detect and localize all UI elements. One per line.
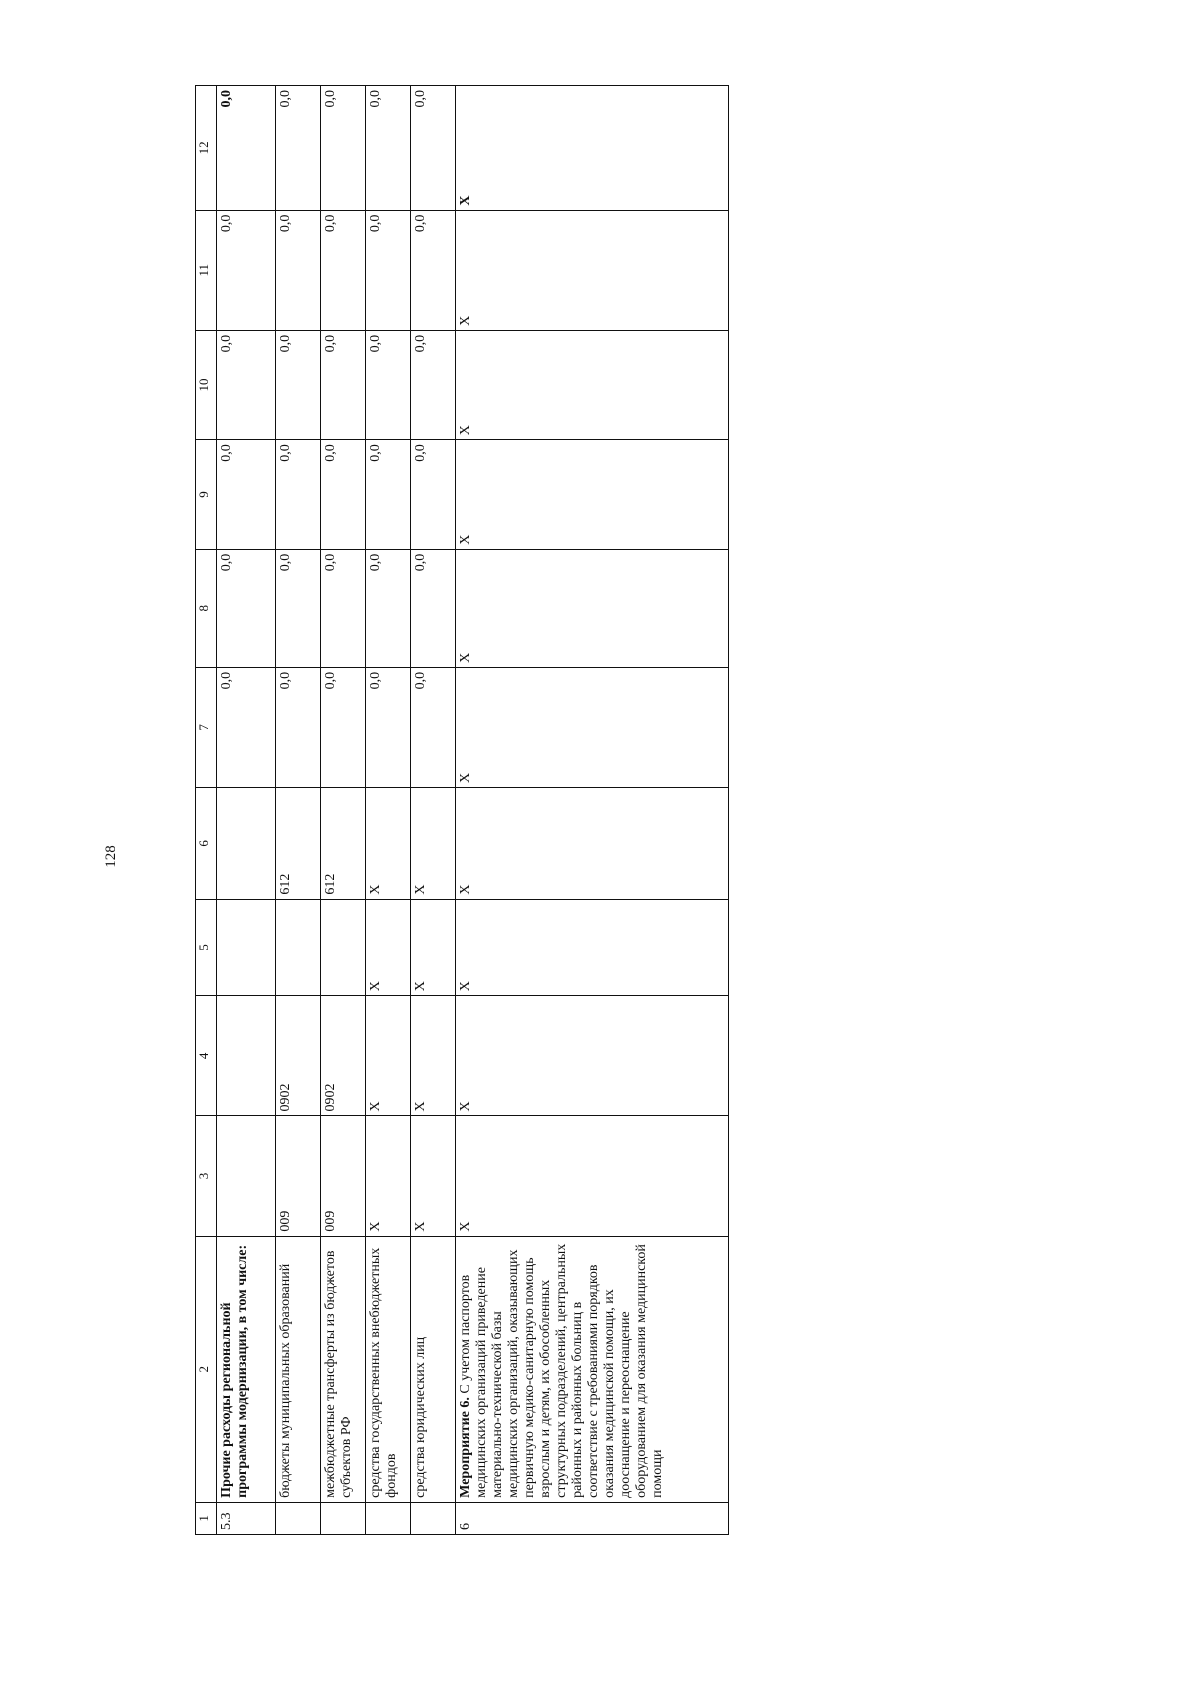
cell-c5: X — [456, 899, 729, 996]
cell-c9: 0,0 — [276, 440, 321, 549]
cell-c6 — [217, 788, 276, 900]
cell-c6: 612 — [276, 788, 321, 900]
cell-c9: 0,0 — [217, 440, 276, 549]
cell-c4 — [217, 996, 276, 1116]
cell-c11: 0,0 — [276, 210, 321, 330]
header-cell: 10 — [196, 330, 217, 439]
cell-c12: 0,0 — [366, 86, 411, 211]
header-cell: 1 — [196, 1502, 217, 1534]
cell-c8: 0,0 — [411, 549, 456, 667]
header-cell: 6 — [196, 788, 217, 900]
header-cell: 11 — [196, 210, 217, 330]
cell-c6: 612 — [321, 788, 366, 900]
cell-c7: 0,0 — [366, 667, 411, 787]
header-row — [196, 86, 217, 1535]
cell-c5: X — [411, 899, 456, 996]
cell-c3 — [217, 1116, 276, 1236]
cell-c6: X — [411, 788, 456, 900]
table-row — [456, 86, 729, 1535]
cell-c4: X — [366, 996, 411, 1116]
page-number: 128 — [102, 844, 119, 868]
cell-c12: X — [456, 86, 729, 211]
cell-c10: 0,0 — [217, 330, 276, 439]
row-name: бюджеты муниципальных образований — [276, 1236, 321, 1502]
cell-c12: 0,0 — [411, 86, 456, 211]
row-number: 5.3 — [217, 1502, 276, 1534]
row-number — [321, 1502, 366, 1534]
cell-c9: 0,0 — [366, 440, 411, 549]
cell-c3: X — [456, 1116, 729, 1236]
cell-c5 — [276, 899, 321, 996]
cell-c11: 0,0 — [366, 210, 411, 330]
cell-c10: 0,0 — [411, 330, 456, 439]
row-name: Прочие расходы региональной программы модернизации, в том числе: — [217, 1236, 276, 1502]
table-row — [276, 86, 321, 1535]
header-cell: 5 — [196, 899, 217, 996]
table-row — [366, 86, 411, 1535]
rotated-table-wrapper — [195, 85, 905, 1535]
cell-c7: X — [456, 667, 729, 787]
cell-c4: 0902 — [276, 996, 321, 1116]
cell-c5 — [321, 899, 366, 996]
event-title: Мероприятие 6. — [458, 1397, 473, 1498]
cell-c8: 0,0 — [217, 549, 276, 667]
row-name: средства государственных внебюджетных фондов — [366, 1236, 411, 1502]
table-row — [217, 86, 276, 1535]
cell-c10: 0,0 — [276, 330, 321, 439]
budget-table — [195, 85, 729, 1535]
cell-c11: X — [456, 210, 729, 330]
cell-c11: 0,0 — [321, 210, 366, 330]
cell-c8: X — [456, 549, 729, 667]
cell-c12: 0,0 — [321, 86, 366, 211]
cell-c9: X — [456, 440, 729, 549]
header-cell: 3 — [196, 1116, 217, 1236]
row-number: 6 — [456, 1502, 729, 1534]
cell-c10: 0,0 — [366, 330, 411, 439]
table-row — [321, 86, 366, 1535]
header-cell: 7 — [196, 667, 217, 787]
cell-c9: 0,0 — [321, 440, 366, 549]
cell-c3: 009 — [321, 1116, 366, 1236]
cell-c4: X — [456, 996, 729, 1116]
header-cell: 9 — [196, 440, 217, 549]
cell-c5 — [217, 899, 276, 996]
table-row — [411, 86, 456, 1535]
header-cell: 12 — [196, 86, 217, 211]
row-number — [366, 1502, 411, 1534]
cell-c4: X — [411, 996, 456, 1116]
cell-c12: 0,0 — [217, 86, 276, 211]
cell-c12: 0,0 — [276, 86, 321, 211]
cell-c3: X — [366, 1116, 411, 1236]
row-name — [456, 1236, 729, 1502]
row-name: средства юридических лиц — [411, 1236, 456, 1502]
row-number — [411, 1502, 456, 1534]
cell-c11: 0,0 — [411, 210, 456, 330]
cell-c5: X — [366, 899, 411, 996]
cell-c7: 0,0 — [411, 667, 456, 787]
cell-c8: 0,0 — [321, 549, 366, 667]
event-description: С учетом паспортов медицинских организаций приведение материально-технической базы медицинских организаций, оказывающих первичную медико-санитарную помощь взрослым и детям, их обособленных структурных подразделений, центральных районных и районных больниц в соответствие с требованиями порядков оказания медицинской помощи, их дооснащение и переоснащение оборудованием для оказания медицинской помощи — [458, 1243, 665, 1498]
cell-c3: X — [411, 1116, 456, 1236]
cell-c7: 0,0 — [217, 667, 276, 787]
cell-c7: 0,0 — [276, 667, 321, 787]
cell-c7: 0,0 — [321, 667, 366, 787]
row-name: межбюджетные трансферты из бюджетов субъектов РФ — [321, 1236, 366, 1502]
header-cell: 2 — [196, 1236, 217, 1502]
table-sheet — [195, 85, 905, 1535]
row-number — [276, 1502, 321, 1534]
cell-c6: X — [366, 788, 411, 900]
header-cell: 4 — [196, 996, 217, 1116]
cell-c8: 0,0 — [276, 549, 321, 667]
cell-c10: 0,0 — [321, 330, 366, 439]
cell-c9: 0,0 — [411, 440, 456, 549]
cell-c10: X — [456, 330, 729, 439]
cell-c3: 009 — [276, 1116, 321, 1236]
header-cell: 8 — [196, 549, 217, 667]
cell-c4: 0902 — [321, 996, 366, 1116]
cell-c6: X — [456, 788, 729, 900]
cell-c11: 0,0 — [217, 210, 276, 330]
cell-c8: 0,0 — [366, 549, 411, 667]
